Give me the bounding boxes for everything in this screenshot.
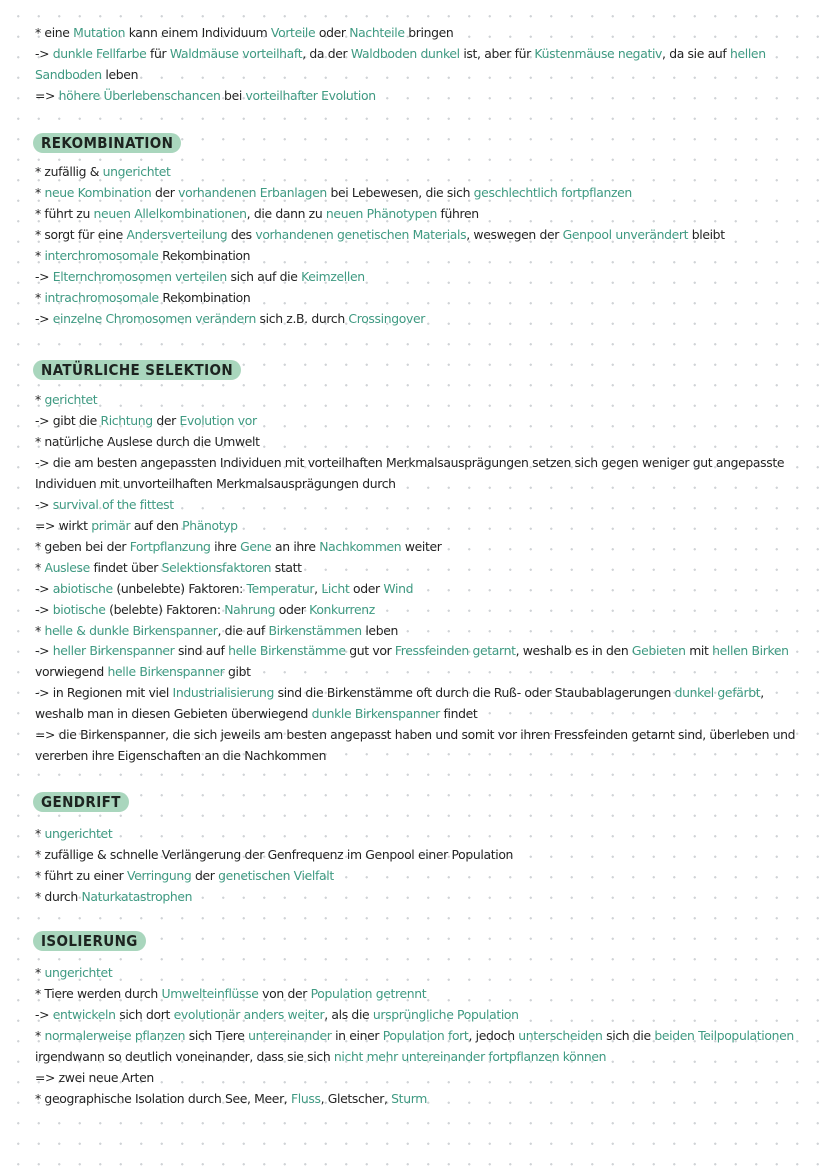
note-text: (unbelebte) Faktoren: <box>112 581 247 596</box>
highlighted-term: ungerichtet <box>44 826 113 841</box>
note-text: bringen <box>404 25 454 40</box>
note-text: -> <box>35 581 53 596</box>
note-text: -> gibt die <box>35 413 101 428</box>
highlighted-term: dunkle Fellfarbe <box>52 46 147 61</box>
highlighted-term: Genpool unverändert <box>562 227 689 242</box>
note-text: -> <box>35 602 53 617</box>
note-text: * geben bei der <box>35 539 130 554</box>
highlighted-term: Fressfeinden getarnt <box>394 643 516 658</box>
highlighted-term: Fluss <box>291 1091 321 1106</box>
heading-natuerliche-selektion: NATÜRLICHE SELEKTION <box>33 360 241 380</box>
highlighted-term: Evolution vor <box>179 413 257 428</box>
highlighted-term: neue Kombination <box>44 185 152 200</box>
note-text: , da sie auf <box>662 46 730 61</box>
highlighted-term: intrachromosomale <box>44 290 159 305</box>
heading-gendrift: GENDRIFT <box>33 792 129 812</box>
highlighted-term: Selektionsfaktoren <box>161 560 272 575</box>
note-text: ihre <box>210 539 241 554</box>
highlighted-term: evolutionär anders weiter <box>173 1007 325 1022</box>
highlighted-term: biotische <box>52 602 106 617</box>
selektion-line-4 <box>35 452 810 494</box>
highlighted-term: Population getrennt <box>310 986 427 1001</box>
highlighted-term: einzelne Chromosomen verändern <box>52 311 256 326</box>
rekombination-line-5 <box>35 245 810 266</box>
selektion-line-11 <box>35 620 810 641</box>
note-text: * führt zu <box>35 206 94 221</box>
note-text: , weshalb es in den <box>515 643 632 658</box>
gendrift-line-2 <box>35 844 810 865</box>
note-text: * <box>35 826 45 841</box>
highlighted-term: Gene <box>240 539 272 554</box>
rekombination-line-4 <box>35 224 810 245</box>
note-text: irgendwann so deutlich voneinander, dass sie sich <box>35 1049 334 1064</box>
highlighted-term: Keimzellen <box>301 269 365 284</box>
note-text: * eine <box>35 25 74 40</box>
note-text: sich die <box>602 1028 655 1043</box>
selektion-line-10 <box>35 599 810 620</box>
highlighted-term: genetischen Vielfalt <box>218 868 334 883</box>
note-text: gut vor <box>345 643 395 658</box>
highlighted-term: helle Birkenstämme <box>228 643 346 658</box>
note-text: oder <box>275 602 310 617</box>
note-text: * zufällig & <box>35 164 103 179</box>
note-text: der <box>151 185 179 200</box>
note-text: * sorgt für eine <box>35 227 127 242</box>
note-text: oder <box>349 581 384 596</box>
note-text: , die dann zu <box>246 206 326 221</box>
isolierung-line-2 <box>35 983 810 1004</box>
highlighted-term: Waldmäuse vorteilhaft <box>169 46 303 61</box>
highlighted-term: neuen Allelkombinationen <box>93 206 247 221</box>
note-text: von der <box>258 986 311 1001</box>
highlighted-term: Waldboden dunkel <box>350 46 460 61</box>
note-text: an ihre <box>271 539 320 554</box>
highlighted-term: Crossingover <box>348 311 425 326</box>
note-text: -> in Regionen mit viel <box>35 685 173 700</box>
note-text: , Gletscher, <box>320 1091 392 1106</box>
highlighted-term: interchromosomale <box>44 248 159 263</box>
note-text: der <box>191 868 219 883</box>
selektion-line-13 <box>35 682 810 724</box>
highlighted-term: Nahrung <box>224 602 276 617</box>
note-text: in einer <box>331 1028 383 1043</box>
highlighted-term: Birkenstämmen <box>268 623 362 638</box>
selektion-line-1 <box>35 389 810 410</box>
note-text: * <box>35 290 45 305</box>
highlighted-term: Auslese <box>44 560 90 575</box>
gendrift-line-4 <box>35 886 810 907</box>
selektion-line-6 <box>35 515 810 536</box>
note-text: * natürliche Auslese durch die Umwelt <box>35 434 260 449</box>
note-text: * <box>35 392 45 407</box>
highlighted-term: ungerichtet <box>44 965 113 980</box>
intro-line-1 <box>35 22 810 43</box>
highlighted-term: untereinander <box>248 1028 332 1043</box>
note-text: sich dort <box>115 1007 174 1022</box>
highlighted-term: unterscheiden <box>518 1028 603 1043</box>
note-text: kann einem Individuum <box>125 25 271 40</box>
note-text: sich Tiere <box>185 1028 249 1043</box>
rekombination-line-1 <box>35 161 810 182</box>
note-text: -> <box>35 497 53 512</box>
highlighted-term: ungerichtet <box>102 164 171 179</box>
note-text: mit <box>685 643 713 658</box>
highlighted-term: Population fort <box>382 1028 469 1043</box>
note-text: der <box>152 413 180 428</box>
highlighted-term: hellen Sandboden <box>35 46 766 82</box>
isolierung-line-5 <box>35 1067 810 1088</box>
note-text: => wirkt <box>35 518 92 533</box>
note-text: führen <box>436 206 479 221</box>
rekombination-line-2 <box>35 182 810 203</box>
selektion-line-12 <box>35 640 810 682</box>
note-text: gibt <box>224 664 251 679</box>
highlighted-term: Vorteile <box>270 25 316 40</box>
selektion-line-3 <box>35 431 810 452</box>
note-text: * durch <box>35 889 82 904</box>
highlighted-term: hellen Birken <box>712 643 789 658</box>
rekombination-line-6 <box>35 266 810 287</box>
highlighted-term: Gebieten <box>631 643 686 658</box>
isolierung-line-4 <box>35 1025 810 1067</box>
highlighted-term: geschlechtlich fortpflanzen <box>473 185 632 200</box>
rekombination-line-3 <box>35 203 810 224</box>
highlighted-term: Industrialisierung <box>172 685 274 700</box>
highlighted-term: beiden Teilpopulationen <box>654 1028 794 1043</box>
highlighted-term: Licht <box>321 581 350 596</box>
highlighted-term: normalerweise pflanzen <box>44 1028 186 1043</box>
highlighted-term: Richtung <box>100 413 153 428</box>
highlighted-term: heller Birkenspanner <box>52 643 175 658</box>
highlighted-term: dunkle Birkenspanner <box>311 706 440 721</box>
isolierung-line-6 <box>35 1088 810 1109</box>
note-text: sind die Birkenstämme oft durch die Ruß- oder Staubablagerungen <box>274 685 675 700</box>
highlighted-term: vorhandenen Erbanlagen <box>178 185 327 200</box>
highlighted-term: Phänotyp <box>182 518 238 533</box>
note-text: bei <box>220 88 246 103</box>
gendrift-line-1 <box>35 823 810 844</box>
note-text: findet <box>439 706 478 721</box>
highlighted-term: nicht mehr untereinander fortpflanzen können <box>333 1049 607 1064</box>
highlighted-term: dunkel gefärbt <box>674 685 761 700</box>
selektion-line-2 <box>35 410 810 431</box>
highlighted-term: Elternchromosomen verteilen <box>52 269 227 284</box>
highlighted-term: Temperatur <box>246 581 315 596</box>
note-text: findet über <box>89 560 162 575</box>
note-text: * <box>35 560 45 575</box>
rekombination-line-7 <box>35 287 810 308</box>
note-text: , <box>314 581 322 596</box>
gendrift-line-3 <box>35 865 810 886</box>
highlighted-term: Mutation <box>73 25 126 40</box>
note-text: sind auf <box>174 643 229 658</box>
note-text: sich z.B. durch <box>255 311 349 326</box>
note-text: , die auf <box>217 623 269 638</box>
highlighted-term: höhere Überlebenschancen <box>58 88 221 103</box>
note-text: -> <box>35 643 53 658</box>
highlighted-term: primär <box>91 518 131 533</box>
note-text: * <box>35 965 45 980</box>
note-text: bei Lebewesen, die sich <box>326 185 474 200</box>
note-text: bleibt <box>688 227 725 242</box>
note-text: => <box>35 88 59 103</box>
note-text: ist, aber für <box>459 46 535 61</box>
highlighted-term: helle Birkenspanner <box>107 664 225 679</box>
note-text: -> <box>35 269 53 284</box>
note-text: => zwei neue Arten <box>35 1070 154 1085</box>
isolierung-line-3 <box>35 1004 810 1025</box>
note-text: * <box>35 185 45 200</box>
highlighted-term: abiotische <box>52 581 113 596</box>
highlighted-term: vorteilhafter Evolution <box>245 88 376 103</box>
note-text: => die Birkenspanner, die sich jeweils am besten angepasst haben und somit vor ihren Fressfeinden getarnt sind, überleben und vererben ihre Eigenschaften an die Nachkommen <box>35 727 796 763</box>
isolierung-line-1 <box>35 962 810 983</box>
selektion-line-9 <box>35 578 810 599</box>
highlighted-term: entwickeln <box>52 1007 116 1022</box>
note-text: * Tiere werden durch <box>35 986 162 1001</box>
intro-line-2 <box>35 43 810 85</box>
highlighted-term: Naturkatastrophen <box>81 889 193 904</box>
note-text: , da der <box>302 46 351 61</box>
highlighted-term: Konkurrenz <box>309 602 375 617</box>
highlighted-term: neuen Phänotypen <box>325 206 437 221</box>
note-text: oder <box>315 25 350 40</box>
note-text: , weswegen der <box>466 227 563 242</box>
selektion-line-8 <box>35 557 810 578</box>
note-text: * führt zu einer <box>35 868 128 883</box>
note-text: * geographische Isolation durch See, Meer, <box>35 1091 291 1106</box>
rekombination-line-8 <box>35 308 810 329</box>
highlighted-term: helle & dunkle Birkenspanner <box>44 623 218 638</box>
note-text: -> die am besten angepassten Individuen mit vorteilhaften Merkmalsausprägungen setzen sich gegen weniger gut angepasste Individuen mit unvorteilhaften Merkmalsausprägungen durch <box>35 455 785 491</box>
selektion-line-5 <box>35 494 810 515</box>
highlighted-term: survival of the fittest <box>52 497 174 512</box>
note-text: sich auf die <box>226 269 302 284</box>
highlighted-term: Sturm <box>391 1091 427 1106</box>
note-text: , als die <box>324 1007 373 1022</box>
note-text: , weshalb man in diesen Gebieten überwiegend <box>35 685 764 721</box>
highlighted-term: Nachteile <box>349 25 405 40</box>
highlighted-term: Wind <box>383 581 414 596</box>
note-text: Rekombination <box>158 290 251 305</box>
note-text: des <box>227 227 256 242</box>
note-text: Rekombination <box>158 248 251 263</box>
note-text: vorwiegend <box>35 664 108 679</box>
note-text: , jedoch <box>468 1028 519 1043</box>
highlighted-term: Andersverteilung <box>126 227 228 242</box>
highlighted-term: gerichtet <box>44 392 98 407</box>
highlighted-term: Umwelteinflüsse <box>161 986 259 1001</box>
note-text: auf den <box>130 518 183 533</box>
highlighted-term: ursprüngliche Population <box>372 1007 519 1022</box>
note-text: leben <box>361 623 398 638</box>
note-text: (belebte) Faktoren: <box>105 602 225 617</box>
highlighted-term: vorhandenen genetischen Materials <box>255 227 467 242</box>
note-text: statt <box>271 560 302 575</box>
intro-line-3 <box>35 85 810 106</box>
note-text: * <box>35 248 45 263</box>
note-text: -> <box>35 1007 53 1022</box>
note-text: weiter <box>401 539 442 554</box>
highlighted-term: Verringung <box>127 868 192 883</box>
note-text: leben <box>101 67 139 82</box>
heading-isolierung: ISOLIERUNG <box>33 931 146 951</box>
heading-rekombination: REKOMBINATION <box>33 133 181 153</box>
highlighted-term: Fortpflanzung <box>129 539 211 554</box>
note-text: * <box>35 623 45 638</box>
selektion-line-7 <box>35 536 810 557</box>
note-text: -> <box>35 311 53 326</box>
highlighted-term: Küstenmäuse negativ <box>534 46 663 61</box>
highlighted-term: Nachkommen <box>319 539 402 554</box>
selektion-line-14 <box>35 724 810 766</box>
note-text: * <box>35 1028 45 1043</box>
note-text: -> <box>35 46 53 61</box>
note-text: * zufällige & schnelle Verlängerung der Genfrequenz im Genpool einer Population <box>35 847 514 862</box>
note-text: für <box>146 46 170 61</box>
